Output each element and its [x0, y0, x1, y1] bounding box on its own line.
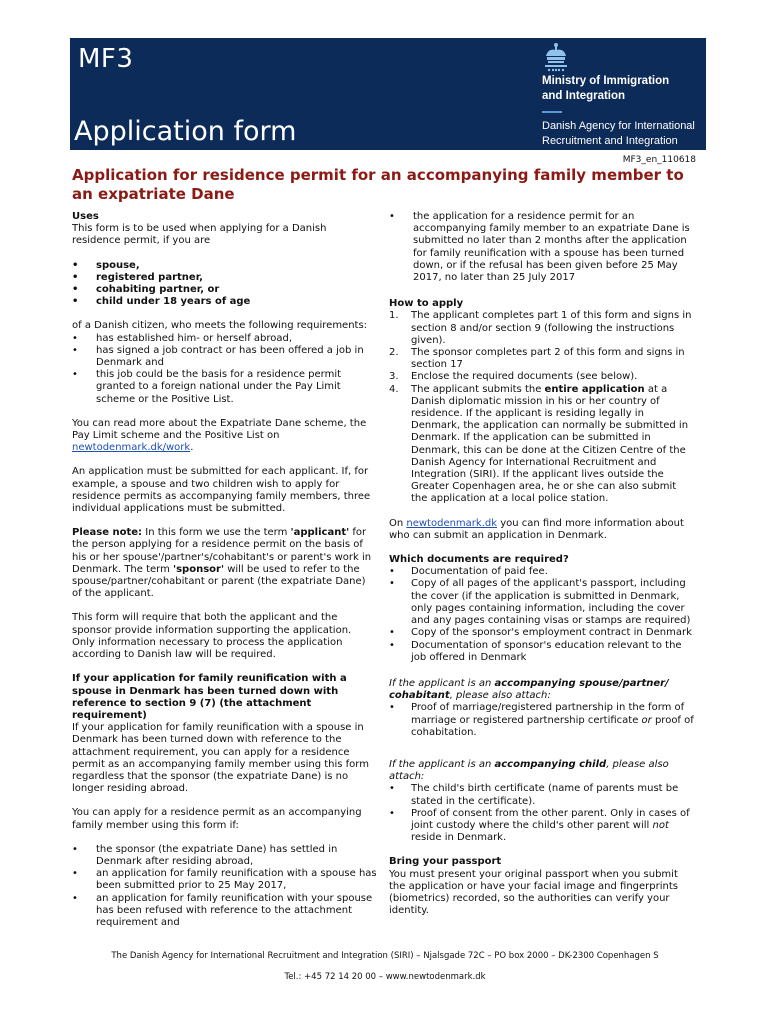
list-item: • this job could be the basis for a residence permit granted to a foreign national under the Pay Limit scheme or the Positive List. — [72, 369, 377, 406]
citizen-intro: of a Danish citizen, who meets the following requirements: — [72, 320, 368, 332]
left-column — [72, 211, 377, 929]
child-attach-list — [389, 783, 694, 844]
list-item: • child under 18 years of age — [72, 296, 377, 308]
list-item: 3. Enclose the required documents (see below). — [389, 371, 638, 383]
divider — [542, 111, 562, 113]
list-item: • Documentation of paid fee. — [389, 566, 694, 578]
passport-paragraph: You must present your original passport when you submit the application or have your facial image and fingerprints (biometrics) recorded, so the authorities can verify your identity. — [389, 868, 678, 917]
documents-heading: Which documents are required? — [389, 554, 569, 566]
how-to-apply-list — [389, 310, 694, 505]
how-to-apply-heading: How to apply — [389, 298, 464, 310]
list-item: 1. The applicant completes part 1 of this form and signs in section 8 and/or section 9 (following the instructions given). — [389, 310, 692, 346]
list-item: • Proof of consent from the other parent. Only in cases of joint custody where the child's other parent will not reside in Denmark. — [389, 808, 694, 845]
list-item: • registered partner, — [72, 272, 377, 284]
newtodenmark-work-link[interactable]: newtodenmark.dk/work — [72, 442, 191, 454]
form-code: MF3 — [78, 44, 134, 74]
ministry-name: Ministry of Immigration and Integration — [542, 75, 670, 102]
list-item: • an application for family reunification with a spouse has been submitted prior to 25 May 2017, — [72, 868, 377, 892]
page-title: Application for residence permit for an accompanying family member to an expatriate Dane — [72, 166, 684, 203]
list-item: • has signed a job contract or has been offered a job in Denmark and — [72, 345, 377, 369]
uses-intro: This form is to be used when applying for a Danish residence permit, if you are — [72, 223, 327, 247]
uses-list — [72, 260, 377, 309]
list-item: • Copy of all pages of the applicant's passport, including the cover (if the application is submitted in Denmark, only pages containing information, including the cover and any pages containing visas or stamps are required) — [389, 578, 694, 627]
footer-contact: Tel.: +45 72 14 20 00 – www.newtodenmark.dk — [284, 972, 486, 982]
list-item: • cohabiting partner, or — [72, 284, 377, 296]
refused-heading: If your application for family reunification with a spouse in Denmark has been turned down with reference to section 9 (7) (the attachment requirement) — [72, 673, 347, 721]
apply-if-paragraph: You can apply for a residence permit as an accompanying family member using this form if: — [72, 807, 362, 831]
list-item: • Documentation of sponsor's education relevant to the job offered in Denmark — [389, 640, 694, 664]
each-applicant-paragraph: An application must be submitted for each applicant. If, for example, a spouse and two children wish to apply for residence permits as accompanying family members, three individual applications must be submitted. — [72, 466, 371, 515]
uses-heading: Uses — [72, 211, 99, 222]
list-item: • the application for a residence permit for an accompanying family member to an expatriate Dane is submitted no later than 2 months after the application for family reunification with a spouse has been turned down, or if the refusal has been given before 25 May 2017, no later than 25 July 2017 — [389, 211, 694, 284]
spouse-attach-heading: If the applicant is an accompanying spouse/partner/ cohabitant, please also attach: — [389, 677, 669, 702]
list-item: • Proof of marriage/registered partnership in the form of marriage or registered partnership certificate or proof of cohabitation. — [389, 702, 694, 739]
citizen-list — [72, 333, 377, 406]
read-more-paragraph: You can read more about the Expatriate Dane scheme, the Pay Limit scheme and the Positive List on newtodenmark.dk/work. — [72, 417, 367, 454]
on-newtodenmark-paragraph: On newtodenmark.dk you can find more information about who can submit an application in Denmark. — [389, 517, 684, 541]
header-banner — [70, 38, 706, 150]
list-item: • the sponsor (the expatriate Dane) has settled in Denmark after residing abroad, — [72, 844, 377, 868]
child-attach-heading: If the applicant is an accompanying child, please also attach: — [389, 758, 669, 783]
list-item: 2. The sponsor completes part 2 of this form and signs in section 17 — [389, 347, 685, 371]
list-item: • spouse, — [72, 260, 377, 272]
list-item: • The child's birth certificate (name of parents must be stated in the certificate). — [389, 783, 694, 807]
footer-address: The Danish Agency for International Recruitment and Integration (SIRI) – Njalsgade 72C – PO box 2000 – DK-2300 Copenhagen S — [111, 951, 659, 961]
right-column — [389, 211, 694, 917]
list-item: 4. The applicant submits the entire application at a Danish diplomatic mission in his or her country of residence. If the applicant is residing legally in Denmark, the application can normally be submitted in Denmark. If the application can be submitted in Denmark, this can be done at the Citizen Centre of the Danish Agency for International Recruitment and Integration (SIRI). If the applicant lives outside the Greater Copenhagen area, he or she can also submit the application at a local police station. — [389, 383, 689, 505]
documents-list — [389, 566, 694, 664]
agency-name: Danish Agency for International Recruitment and Integration — [542, 120, 695, 147]
newtodenmark-link[interactable]: newtodenmark.dk — [406, 517, 498, 529]
apply-list-continued — [389, 211, 694, 284]
form-title: Application form — [74, 116, 297, 147]
note-paragraph: Please note: In this form we use the term 'applicant' for the person applying for a residence permit on the basis of his or her spouse'/partner's/cohabitant's or parent's work in Denmark. The term 'sponsor' will be used to refer to the spouse/partner/cohabitant or parent (the expatriate Dane) of the applicant. — [72, 527, 372, 600]
info-required-paragraph: This form will require that both the applicant and the sponsor provide information supporting the application. Only information necessary to process the application according to Danish law will be required. — [72, 612, 352, 661]
refused-paragraph: If your application for family reunification with a spouse in Denmark has been turned down with reference to the attachment requirement, you can apply for a residence permit as an accompanying family member using this form regardless that the sponsor (the expatriate Dane) is no longer residing abroad. — [72, 722, 369, 795]
list-item: • has established him- or herself abroad, — [72, 333, 377, 345]
list-item: • an application for family reunification with your spouse has been refused with reference to the attachment requirement and — [72, 893, 377, 930]
list-item: • Copy of the sponsor's employment contract in Denmark — [389, 627, 694, 639]
apply-list — [72, 844, 377, 929]
spouse-attach-list — [389, 702, 694, 739]
passport-heading: Bring your passport — [389, 856, 502, 868]
crown-icon — [540, 42, 572, 74]
form-reference: MF3_en_110618 — [622, 155, 696, 165]
